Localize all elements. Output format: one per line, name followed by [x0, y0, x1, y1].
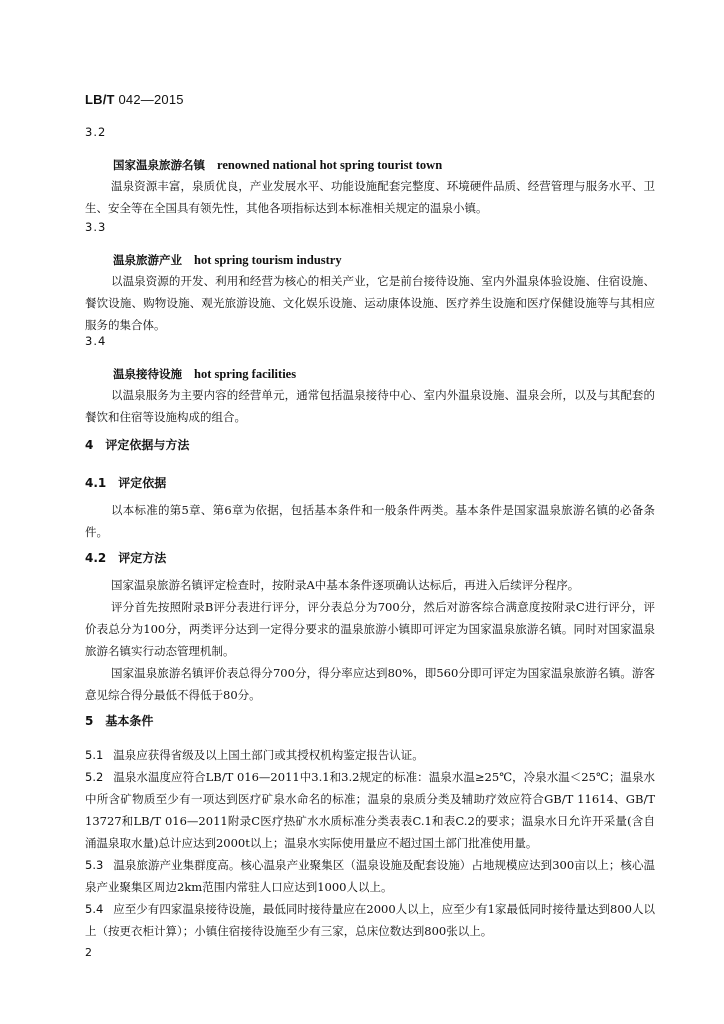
- section-4-2-body: [85, 574, 655, 706]
- paragraph: 评分首先按照附录B评分表进行评分，评分表总分为700分，然后对游客综合满意度按附录C进行评分，评价表总分为100分，两类评分达到一定得分要求的温泉旅游小镇即可评定为国家温泉旅游名镇。同时对国家温泉旅游名镇实行动态管理机制。: [85, 600, 655, 658]
- clause-text: 温泉水温度应符合LB/T 016—2011中3.1和3.2规定的标准：温泉水温≥25℃，冷泉水温＜25℃；温泉水中所含矿物质至少有一项达到医疗矿泉水命名的标准；温泉的泉质分类及辅助疗效应符合GB/T 11614、GB/T 13727和LB/T 016—2011附录C医疗热矿水水质标准分类表表C.1和表C.2的要求；温泉水日允许开采量(含自涌温泉取水量)总计应达到2000t以上；温泉水实际使用量应不超过国土部门批准使用量。: [85, 770, 655, 850]
- page-number: 2: [85, 946, 92, 959]
- heading-number: 4: [85, 438, 94, 452]
- section-3-4: [85, 334, 655, 428]
- paragraph: 以本标准的第5章、第6章为依据，包括基本条件和一般条件两类。基本条件是国家温泉旅游名镇的必备条件。: [85, 503, 655, 539]
- term-definition: 温泉资源丰富，泉质优良，产业发展水平、功能设施配套完整度、环境硬件品质、经营管理与服务水平、卫生、安全等在全国具有领先性，其他各项指标达到本标准相关规定的温泉小镇。: [85, 179, 655, 215]
- clause-number: 5.4: [85, 902, 104, 916]
- clause-5-3: [85, 854, 655, 898]
- term-definition: 以温泉服务为主要内容的经营单元，通常包括温泉接待中心、室内外温泉设施、温泉会所，以及与其配套的餐饮和住宿等设施构成的组合。: [85, 388, 655, 424]
- term-title: [85, 252, 655, 268]
- clause-number: 5.3: [85, 858, 104, 872]
- term-title: [85, 366, 655, 382]
- term-cn: 国家温泉旅游名镇: [113, 158, 205, 172]
- term-title: [85, 157, 655, 173]
- heading-title: 评定方法: [118, 551, 167, 565]
- standard-code-prefix: LB/T: [85, 92, 115, 107]
- section-5-body: [85, 744, 655, 942]
- heading-number: 5: [85, 714, 94, 728]
- term-cn: 温泉接待设施: [113, 367, 182, 381]
- section-5-heading: [85, 712, 655, 729]
- standard-code-number: 042—2015: [118, 92, 184, 107]
- clause-5-2: [85, 766, 655, 854]
- clause-text: 应至少有四家温泉接待设施，最低同时接待量应在2000人以上，应至少有1家最低同时接待量达到800人以上（按更衣柜计算）；小镇住宿接待设施至少有三家，总床位数达到800张以上。: [85, 902, 655, 938]
- clause-number: 5.1: [85, 748, 104, 762]
- heading-title: 评定依据: [118, 476, 167, 490]
- paragraph: 国家温泉旅游名镇评定检查时，按附录A中基本条件逐项确认达标后，再进入后续评分程序。: [111, 578, 580, 592]
- section-4-1-heading: [85, 474, 655, 491]
- clause-text: 温泉旅游产业集群度高。核心温泉产业聚集区（温泉设施及配套设施）占地规模应达到300亩以上；核心温泉产业聚集区周边2km范围内常驻人口应达到1000人以上。: [85, 858, 655, 894]
- term-cn: 温泉旅游产业: [113, 253, 182, 267]
- standard-code: [85, 92, 184, 107]
- term-en: hot spring tourism industry: [194, 253, 342, 267]
- paragraph: 国家温泉旅游名镇评价表总得分700分，得分率应达到80%，即560分即可评定为国家温泉旅游名镇。游客意见综合得分最低不得低于80分。: [85, 666, 655, 702]
- clause-text: 温泉应获得省级及以上国土部门或其授权机构鉴定报告认证。: [113, 748, 424, 762]
- clause-5-1: [85, 744, 655, 766]
- section-number: 3.4: [85, 334, 107, 348]
- section-number: 3.3: [85, 220, 107, 234]
- section-4-1-body: [85, 499, 655, 543]
- heading-number: 4.1: [85, 476, 107, 490]
- term-definition: 以温泉资源的开发、利用和经营为核心的相关产业，它是前台接待设施、室内外温泉体验设施、住宿设施、餐饮设施、购物设施、观光旅游设施、文化娱乐设施、运动康体设施、医疗养生设施和医疗保健设施等与其相应服务的集合体。: [85, 274, 655, 332]
- heading-number: 4.2: [85, 551, 107, 565]
- term-en: renowned national hot spring tourist town: [217, 158, 443, 172]
- section-3-2: [85, 125, 655, 219]
- section-3-3: [85, 220, 655, 336]
- heading-title: 评定依据与方法: [105, 438, 190, 452]
- section-4-2-heading: [85, 549, 655, 566]
- clause-5-4: [85, 898, 655, 942]
- section-number: 3.2: [85, 125, 107, 139]
- clause-number: 5.2: [85, 770, 104, 784]
- section-4-heading: [85, 436, 655, 453]
- heading-title: 基本条件: [105, 714, 154, 728]
- term-en: hot spring facilities: [194, 367, 297, 381]
